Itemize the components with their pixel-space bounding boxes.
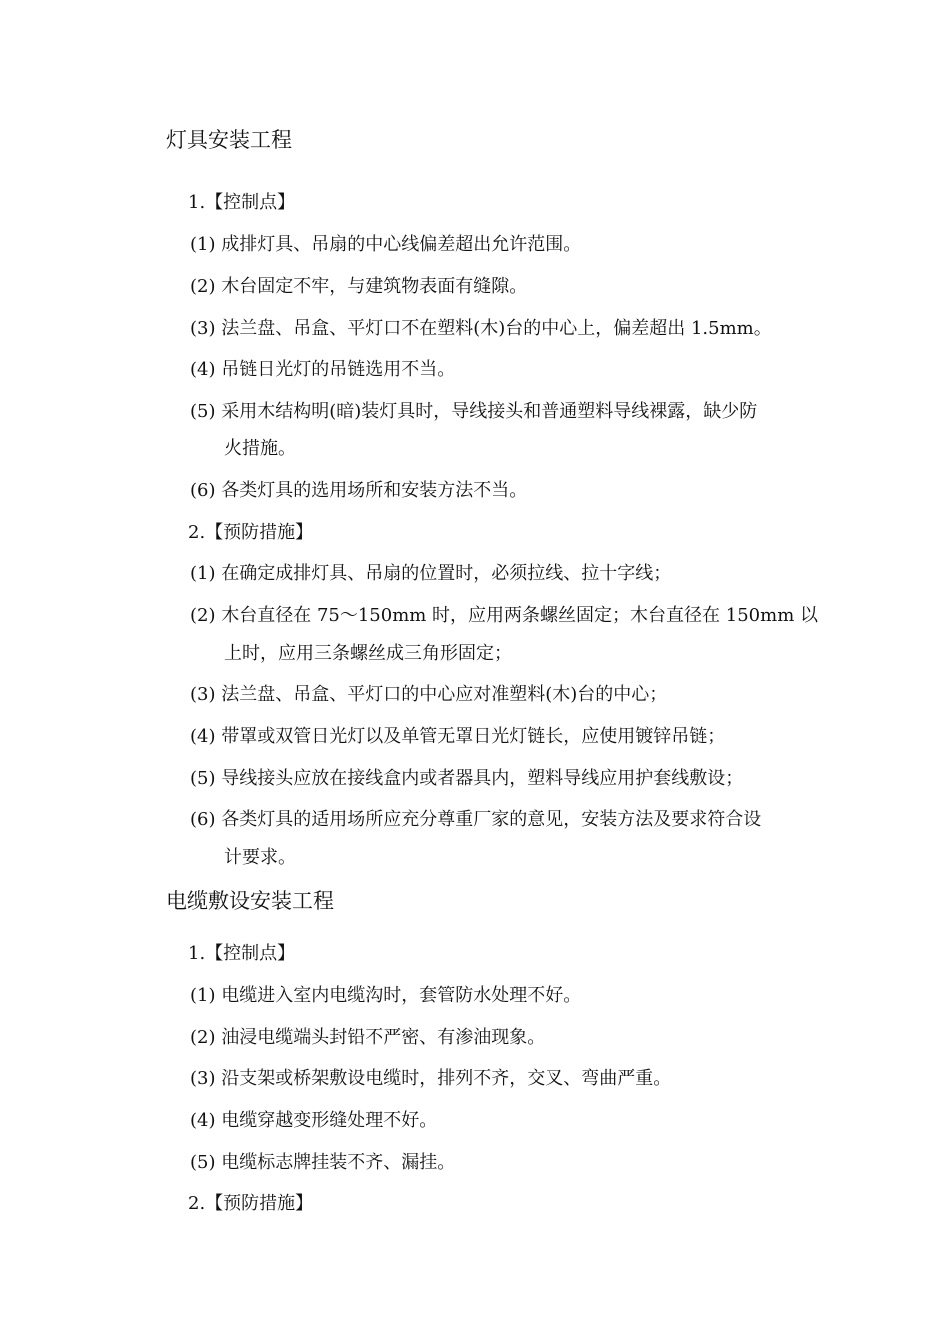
control-points-heading: 1.【控制点】 xyxy=(188,192,296,213)
section-title-lighting: 灯具安装工程 xyxy=(166,128,292,152)
control-item: (4) 电缆穿越变形缝处理不好。 xyxy=(190,1110,438,1131)
control-item: (4) 吊链日光灯的吊链选用不当。 xyxy=(190,359,456,380)
prevention-item-continuation: 计要求。 xyxy=(224,847,296,868)
control-item: (6) 各类灯具的选用场所和安装方法不当。 xyxy=(190,480,528,501)
prevention-item: (6) 各类灯具的适用场所应充分尊重厂家的意见，安装方法及要求符合设 xyxy=(190,809,762,830)
control-points-heading: 1.【控制点】 xyxy=(188,943,296,964)
control-item: (2) 油浸电缆端头封铅不严密、有渗油现象。 xyxy=(190,1027,546,1048)
prevention-item: (5) 导线接头应放在接线盒内或者器具内，塑料导线应用护套线敷设； xyxy=(190,768,744,789)
control-item: (1) 成排灯具、吊扇的中心线偏差超出允许范围。 xyxy=(190,234,582,255)
prevention-measures-heading: 2.【预防措施】 xyxy=(188,1193,314,1214)
prevention-item: (2) 木台直径在 75～150mm 时，应用两条螺丝固定；木台直径在 150mm 以 xyxy=(190,605,818,626)
section-title-cable: 电缆敷设安装工程 xyxy=(166,889,334,913)
prevention-item: (4) 带罩或双管日光灯以及单管无罩日光灯链长，应使用镀锌吊链； xyxy=(190,726,726,747)
control-item: (3) 法兰盘、吊盒、平灯口不在塑料(木)台的中心上，偏差超出 1.5mm。 xyxy=(190,318,772,339)
prevention-item: (3) 法兰盘、吊盒、平灯口的中心应对准塑料(木)台的中心； xyxy=(190,684,668,705)
control-item-continuation: 火措施。 xyxy=(224,438,296,459)
control-item: (5) 电缆标志牌挂装不齐、漏挂。 xyxy=(190,1152,456,1173)
prevention-item-continuation: 上时，应用三条螺丝成三角形固定； xyxy=(224,643,512,664)
control-item: (5) 采用木结构明(暗)装灯具时，导线接头和普通塑料导线裸露，缺少防 xyxy=(190,401,758,422)
control-item: (2) 木台固定不牢，与建筑物表面有缝隙。 xyxy=(190,276,528,297)
prevention-measures-heading: 2.【预防措施】 xyxy=(188,522,314,543)
control-item: (1) 电缆进入室内电缆沟时，套管防水处理不好。 xyxy=(190,985,582,1006)
control-item: (3) 沿支架或桥架敷设电缆时，排列不齐，交叉、弯曲严重。 xyxy=(190,1068,672,1089)
prevention-item: (1) 在确定成排灯具、吊扇的位置时，必须拉线、拉十字线； xyxy=(190,563,672,584)
